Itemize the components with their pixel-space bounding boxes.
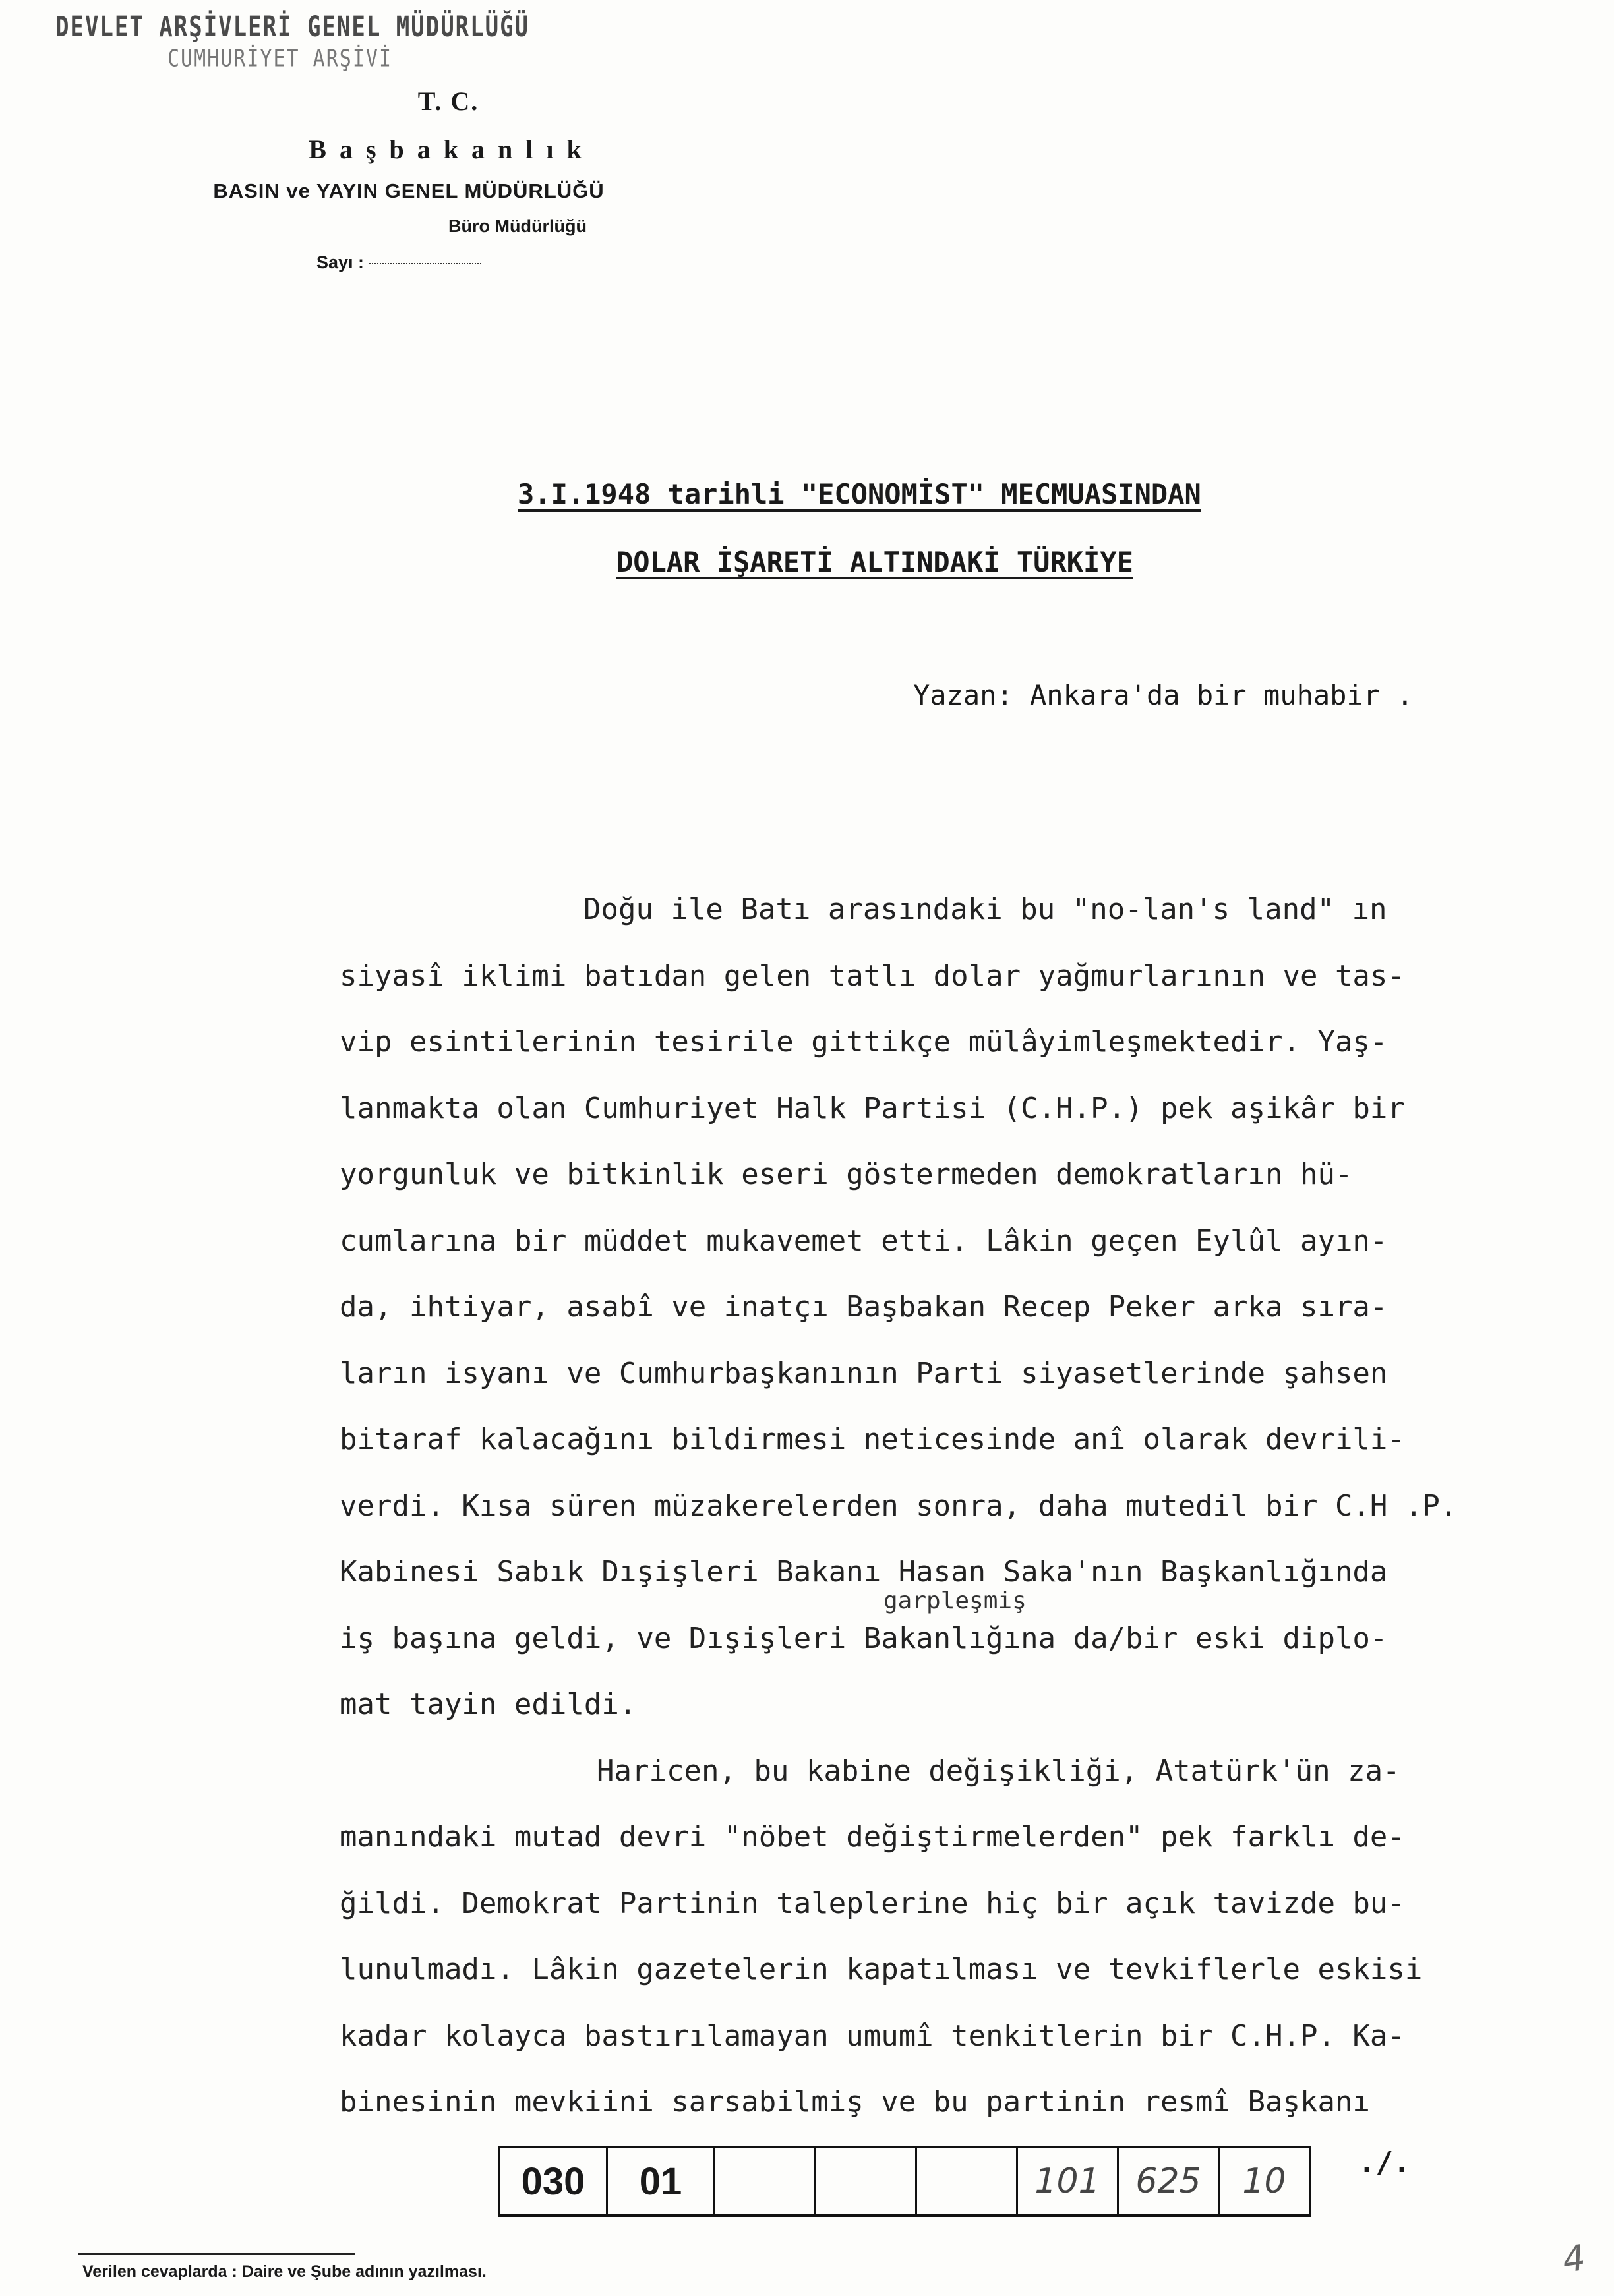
body-line: cumlarına bir müddet mukavemet etti. Lâkin geçen Eylûl ayın-	[340, 1223, 1388, 1258]
letterhead	[152, 86, 666, 273]
title-line-2: DOLAR İŞARETİ ALTINDAKİ TÜRKİYE	[616, 546, 1133, 578]
number-blank	[369, 263, 481, 264]
continuation-mark: ./.	[1358, 2146, 1411, 2179]
ref-cell-handwritten: 625	[1119, 2148, 1220, 2214]
body-line: Haricen, bu kabine değişikliği, Atatürk'ün za-	[597, 1753, 1400, 1788]
body-line: lunulmadı. Lâkin gazetelerin kapatılması ve tevkiflerle eskisi	[340, 1953, 1423, 1986]
ref-cell: 030	[500, 2148, 608, 2214]
body-line: binesinin mevkiini sarsabilmiş ve bu partinin resmî Başkanı	[340, 2085, 1370, 2119]
body-line: yorgunluk ve bitkinlik eseri göstermeden demokratların hü-	[340, 1158, 1353, 1191]
ref-cell	[816, 2148, 917, 2214]
author-line: Yazan: Ankara'da bir muhabir .	[913, 679, 1414, 711]
body-line: Doğu ile Batı arasındaki bu "no-lan's land" ın	[583, 893, 1387, 926]
title-line-1: 3.I.1948 tarihli "ECONOMİST" MECMUASINDAN	[518, 478, 1201, 510]
number-label: Sayı :	[316, 252, 365, 272]
letterhead-office: Başbakanlık	[309, 134, 595, 164]
page-number: 4	[1559, 2236, 1588, 2281]
body-line: vip esintilerinin tesirile gittikçe mülâyimleşmektedir. Yaş-	[340, 1025, 1388, 1059]
body-line: ların isyanı ve Cumhurbaşkanının Parti siyasetlerinde şahsen	[340, 1356, 1388, 1390]
stamp-line-2: CUMHURİYET ARŞİVİ	[167, 45, 393, 73]
body-line: verdi. Kısa süren müzakerelerden sonra, daha mutedil bir C.H .P.	[340, 1488, 1458, 1523]
ref-cell-handwritten: 10	[1242, 2162, 1286, 2201]
stamp-line-1: DEVLET ARŞİVLERİ GENEL MÜDÜRLÜĞÜ	[55, 11, 530, 44]
archive-stamp	[55, 11, 530, 73]
ref-cell-handwritten: 101	[1018, 2148, 1119, 2214]
body-line: Kabinesi Sabık Dışişleri Bakanı Hasan Saka'nın Başkanlığında	[340, 1555, 1388, 1589]
footer-rule	[78, 2253, 355, 2255]
letterhead-tc: T. C.	[417, 86, 479, 116]
ref-cell	[917, 2148, 1018, 2214]
body-line: mat tayin edildi.	[340, 1688, 637, 1721]
reference-box	[498, 2146, 1311, 2217]
ref-cell	[715, 2148, 816, 2214]
body-line: kadar kolayca bastırılamayan umumî tenkitlerin bir C.H.P. Ka-	[340, 2018, 1405, 2053]
body-line: bitaraf kalacağını bildirmesi neticesinde anî olarak devrili-	[340, 1423, 1405, 1456]
footer-note: Verilen cevaplarda : Daire ve Şube adının yazılması.	[82, 2262, 487, 2281]
body-line: siyasî iklimi batıdan gelen tatlı dolar yağmurlarının ve tas-	[340, 958, 1405, 993]
ref-cell: 01	[608, 2148, 715, 2214]
letterhead-department: BASIN ve YAYIN GENEL MÜDÜRLÜĞÜ	[213, 179, 605, 202]
interlinear-insert: garpleşmiş	[883, 1587, 1027, 1614]
body-line: ğildi. Demokrat Partinin taleplerine hiç bir açık tavizde bu-	[340, 1886, 1405, 1920]
letterhead-bureau: Büro Müdürlüğü	[448, 216, 587, 236]
body-text	[340, 877, 1579, 2136]
letterhead-number	[152, 252, 666, 273]
body-line: iş başına geldi, ve Dışişleri Bakanlığına da/bir eski diplo-	[340, 1621, 1388, 1655]
body-line: manındaki mutad devri "nöbet değiştirmelerden" pek farklı de-	[340, 1820, 1405, 1854]
body-line: da, ihtiyar, asabî ve inatçı Başbakan Recep Peker arka sıra-	[340, 1290, 1388, 1324]
body-line: lanmakta olan Cumhuriyet Halk Partisi (C.H.P.) pek aşikâr bir	[340, 1091, 1405, 1125]
